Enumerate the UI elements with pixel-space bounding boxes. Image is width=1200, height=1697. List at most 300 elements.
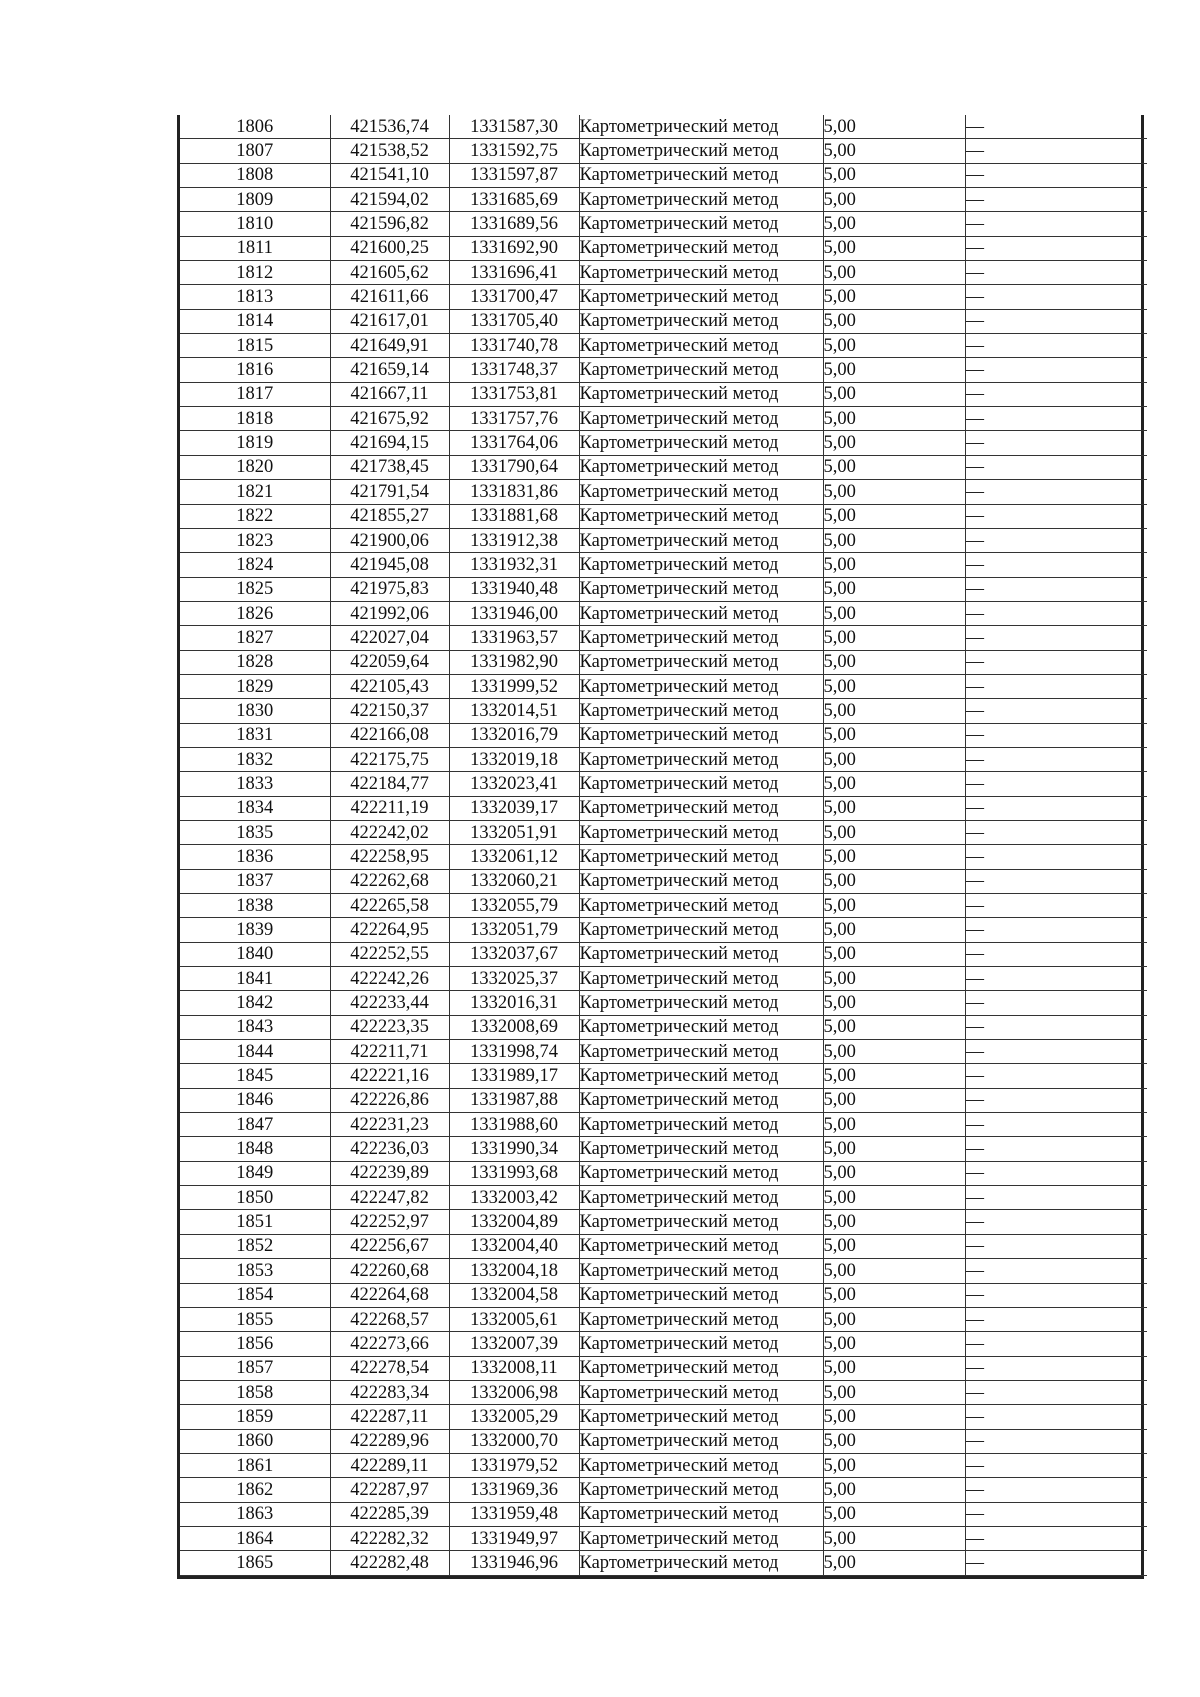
y-coordinate-cell: 1331969,36 <box>449 1478 579 1502</box>
description-cell: — <box>965 1453 1147 1477</box>
method-cell: Картометрический метод <box>579 455 823 479</box>
precision-cell: 5,00 <box>823 188 965 212</box>
description-cell: — <box>965 772 1147 796</box>
method-cell: Картометрический метод <box>579 1113 823 1137</box>
table-row <box>180 991 1147 1015</box>
point-number-cell: 1834 <box>180 796 330 820</box>
y-coordinate-cell: 1331757,76 <box>449 407 579 431</box>
y-coordinate-cell: 1331689,56 <box>449 212 579 236</box>
method-cell: Картометрический метод <box>579 845 823 869</box>
x-coordinate-cell: 422252,55 <box>330 942 449 966</box>
description-cell: — <box>965 1380 1147 1404</box>
method-cell: Картометрический метод <box>579 1186 823 1210</box>
x-coordinate-cell: 422105,43 <box>330 674 449 698</box>
x-coordinate-cell: 422150,37 <box>330 699 449 723</box>
y-coordinate-cell: 1331597,87 <box>449 163 579 187</box>
x-coordinate-cell: 422166,08 <box>330 723 449 747</box>
x-coordinate-cell: 421596,82 <box>330 212 449 236</box>
method-cell: Картометрический метод <box>579 334 823 358</box>
y-coordinate-cell: 1332003,42 <box>449 1186 579 1210</box>
point-number-cell: 1862 <box>180 1478 330 1502</box>
table-row <box>180 261 1147 285</box>
point-number-cell: 1832 <box>180 747 330 771</box>
table-row <box>180 139 1147 163</box>
description-cell: — <box>965 747 1147 771</box>
description-cell: — <box>965 1551 1147 1575</box>
x-coordinate-cell: 422184,77 <box>330 772 449 796</box>
method-cell: Картометрический метод <box>579 626 823 650</box>
precision-cell: 5,00 <box>823 650 965 674</box>
description-cell: — <box>965 504 1147 528</box>
x-coordinate-cell: 422059,64 <box>330 650 449 674</box>
x-coordinate-cell: 421992,06 <box>330 601 449 625</box>
x-coordinate-cell: 422260,68 <box>330 1259 449 1283</box>
point-number-cell: 1810 <box>180 212 330 236</box>
x-coordinate-cell: 422289,11 <box>330 1453 449 1477</box>
description-cell: — <box>965 163 1147 187</box>
x-coordinate-cell: 422273,66 <box>330 1332 449 1356</box>
table-row <box>180 236 1147 260</box>
point-number-cell: 1813 <box>180 285 330 309</box>
table-row <box>180 431 1147 455</box>
point-number-cell: 1850 <box>180 1186 330 1210</box>
description-cell: — <box>965 1332 1147 1356</box>
table-row <box>180 407 1147 431</box>
x-coordinate-cell: 421611,66 <box>330 285 449 309</box>
x-coordinate-cell: 422239,89 <box>330 1161 449 1185</box>
x-coordinate-cell: 421605,62 <box>330 261 449 285</box>
point-number-cell: 1852 <box>180 1234 330 1258</box>
y-coordinate-cell: 1331959,48 <box>449 1502 579 1526</box>
method-cell: Картометрический метод <box>579 1088 823 1112</box>
precision-cell: 5,00 <box>823 382 965 406</box>
x-coordinate-cell: 422231,23 <box>330 1113 449 1137</box>
x-coordinate-cell: 421541,10 <box>330 163 449 187</box>
description-cell: — <box>965 1526 1147 1550</box>
y-coordinate-cell: 1332008,11 <box>449 1356 579 1380</box>
method-cell: Картометрический метод <box>579 699 823 723</box>
point-number-cell: 1863 <box>180 1502 330 1526</box>
table-row <box>180 309 1147 333</box>
precision-cell: 5,00 <box>823 553 965 577</box>
y-coordinate-cell: 1331940,48 <box>449 577 579 601</box>
method-cell: Картометрический метод <box>579 942 823 966</box>
point-number-cell: 1858 <box>180 1380 330 1404</box>
x-coordinate-cell: 421667,11 <box>330 382 449 406</box>
table-row <box>180 1015 1147 1039</box>
x-coordinate-cell: 422211,71 <box>330 1040 449 1064</box>
y-coordinate-cell: 1331740,78 <box>449 334 579 358</box>
table-row <box>180 188 1147 212</box>
point-number-cell: 1851 <box>180 1210 330 1234</box>
table-row <box>180 845 1147 869</box>
y-coordinate-cell: 1331685,69 <box>449 188 579 212</box>
precision-cell: 5,00 <box>823 796 965 820</box>
y-coordinate-cell: 1332006,98 <box>449 1380 579 1404</box>
table-row <box>180 1040 1147 1064</box>
x-coordinate-cell: 422287,11 <box>330 1405 449 1429</box>
description-cell: — <box>965 139 1147 163</box>
y-coordinate-cell: 1332007,39 <box>449 1332 579 1356</box>
point-number-cell: 1833 <box>180 772 330 796</box>
y-coordinate-cell: 1331963,57 <box>449 626 579 650</box>
description-cell: — <box>965 431 1147 455</box>
y-coordinate-cell: 1331932,31 <box>449 553 579 577</box>
method-cell: Картометрический метод <box>579 1453 823 1477</box>
y-coordinate-cell: 1331764,06 <box>449 431 579 455</box>
description-cell: — <box>965 942 1147 966</box>
x-coordinate-cell: 421975,83 <box>330 577 449 601</box>
precision-cell: 5,00 <box>823 1551 965 1575</box>
table-row <box>180 1332 1147 1356</box>
table-row <box>180 163 1147 187</box>
point-number-cell: 1824 <box>180 553 330 577</box>
y-coordinate-cell: 1332004,58 <box>449 1283 579 1307</box>
method-cell: Картометрический метод <box>579 1259 823 1283</box>
y-coordinate-cell: 1332055,79 <box>449 894 579 918</box>
x-coordinate-cell: 422223,35 <box>330 1015 449 1039</box>
precision-cell: 5,00 <box>823 115 965 139</box>
x-coordinate-cell: 422242,02 <box>330 820 449 844</box>
description-cell: — <box>965 1356 1147 1380</box>
point-number-cell: 1817 <box>180 382 330 406</box>
y-coordinate-cell: 1332014,51 <box>449 699 579 723</box>
x-coordinate-cell: 421945,08 <box>330 553 449 577</box>
precision-cell: 5,00 <box>823 991 965 1015</box>
method-cell: Картометрический метод <box>579 1307 823 1331</box>
method-cell: Картометрический метод <box>579 1551 823 1575</box>
y-coordinate-cell: 1332000,70 <box>449 1429 579 1453</box>
description-cell: — <box>965 528 1147 552</box>
x-coordinate-cell: 421738,45 <box>330 455 449 479</box>
precision-cell: 5,00 <box>823 942 965 966</box>
point-number-cell: 1844 <box>180 1040 330 1064</box>
method-cell: Картометрический метод <box>579 1137 823 1161</box>
table-row <box>180 212 1147 236</box>
table-row <box>180 894 1147 918</box>
description-cell: — <box>965 869 1147 893</box>
description-cell: — <box>965 577 1147 601</box>
description-cell: — <box>965 382 1147 406</box>
point-number-cell: 1857 <box>180 1356 330 1380</box>
point-number-cell: 1809 <box>180 188 330 212</box>
description-cell: — <box>965 334 1147 358</box>
x-coordinate-cell: 422242,26 <box>330 967 449 991</box>
table-row <box>180 1137 1147 1161</box>
description-cell: — <box>965 991 1147 1015</box>
method-cell: Картометрический метод <box>579 772 823 796</box>
table-row <box>180 1234 1147 1258</box>
description-cell: — <box>965 723 1147 747</box>
point-number-cell: 1836 <box>180 845 330 869</box>
precision-cell: 5,00 <box>823 1332 965 1356</box>
table-row <box>180 796 1147 820</box>
description-cell: — <box>965 1283 1147 1307</box>
table-row <box>180 1307 1147 1331</box>
method-cell: Картометрический метод <box>579 1283 823 1307</box>
point-number-cell: 1845 <box>180 1064 330 1088</box>
table-row <box>180 1453 1147 1477</box>
y-coordinate-cell: 1332037,67 <box>449 942 579 966</box>
y-coordinate-cell: 1332051,91 <box>449 820 579 844</box>
table-row <box>180 480 1147 504</box>
y-coordinate-cell: 1331946,00 <box>449 601 579 625</box>
method-cell: Картометрический метод <box>579 674 823 698</box>
method-cell: Картометрический метод <box>579 139 823 163</box>
y-coordinate-cell: 1332004,89 <box>449 1210 579 1234</box>
description-cell: — <box>965 358 1147 382</box>
method-cell: Картометрический метод <box>579 1064 823 1088</box>
description-cell: — <box>965 1259 1147 1283</box>
point-number-cell: 1847 <box>180 1113 330 1137</box>
y-coordinate-cell: 1332004,18 <box>449 1259 579 1283</box>
table-row <box>180 504 1147 528</box>
point-number-cell: 1819 <box>180 431 330 455</box>
x-coordinate-cell: 421600,25 <box>330 236 449 260</box>
y-coordinate-cell: 1331987,88 <box>449 1088 579 1112</box>
description-cell: — <box>965 553 1147 577</box>
description-cell: — <box>965 285 1147 309</box>
y-coordinate-cell: 1331748,37 <box>449 358 579 382</box>
precision-cell: 5,00 <box>823 480 965 504</box>
y-coordinate-cell: 1331999,52 <box>449 674 579 698</box>
precision-cell: 5,00 <box>823 577 965 601</box>
method-cell: Картометрический метод <box>579 650 823 674</box>
method-cell: Картометрический метод <box>579 1210 823 1234</box>
table-row <box>180 455 1147 479</box>
precision-cell: 5,00 <box>823 1161 965 1185</box>
precision-cell: 5,00 <box>823 1234 965 1258</box>
point-number-cell: 1814 <box>180 309 330 333</box>
method-cell: Картометрический метод <box>579 1161 823 1185</box>
precision-cell: 5,00 <box>823 674 965 698</box>
precision-cell: 5,00 <box>823 1088 965 1112</box>
description-cell: — <box>965 480 1147 504</box>
y-coordinate-cell: 1331831,86 <box>449 480 579 504</box>
table-row <box>180 285 1147 309</box>
precision-cell: 5,00 <box>823 772 965 796</box>
precision-cell: 5,00 <box>823 139 965 163</box>
method-cell: Картометрический метод <box>579 236 823 260</box>
point-number-cell: 1827 <box>180 626 330 650</box>
description-cell: — <box>965 1502 1147 1526</box>
x-coordinate-cell: 422226,86 <box>330 1088 449 1112</box>
y-coordinate-cell: 1331790,64 <box>449 455 579 479</box>
x-coordinate-cell: 421538,52 <box>330 139 449 163</box>
x-coordinate-cell: 422264,68 <box>330 1283 449 1307</box>
x-coordinate-cell: 422221,16 <box>330 1064 449 1088</box>
precision-cell: 5,00 <box>823 869 965 893</box>
y-coordinate-cell: 1331949,97 <box>449 1526 579 1550</box>
precision-cell: 5,00 <box>823 1429 965 1453</box>
precision-cell: 5,00 <box>823 1113 965 1137</box>
method-cell: Картометрический метод <box>579 407 823 431</box>
y-coordinate-cell: 1331946,96 <box>449 1551 579 1575</box>
x-coordinate-cell: 422265,58 <box>330 894 449 918</box>
point-number-cell: 1865 <box>180 1551 330 1575</box>
x-coordinate-cell: 422264,95 <box>330 918 449 942</box>
point-number-cell: 1854 <box>180 1283 330 1307</box>
point-number-cell: 1846 <box>180 1088 330 1112</box>
method-cell: Картометрический метод <box>579 1526 823 1550</box>
table-row <box>180 1161 1147 1185</box>
description-cell: — <box>965 212 1147 236</box>
point-number-cell: 1829 <box>180 674 330 698</box>
y-coordinate-cell: 1331979,52 <box>449 1453 579 1477</box>
table-row <box>180 918 1147 942</box>
x-coordinate-cell: 422282,48 <box>330 1551 449 1575</box>
table-row <box>180 1259 1147 1283</box>
table-row <box>180 723 1147 747</box>
precision-cell: 5,00 <box>823 1502 965 1526</box>
description-cell: — <box>965 407 1147 431</box>
x-coordinate-cell: 422258,95 <box>330 845 449 869</box>
y-coordinate-cell: 1331696,41 <box>449 261 579 285</box>
method-cell: Картометрический метод <box>579 1478 823 1502</box>
method-cell: Картометрический метод <box>579 1040 823 1064</box>
method-cell: Картометрический метод <box>579 1429 823 1453</box>
method-cell: Картометрический метод <box>579 1405 823 1429</box>
y-coordinate-cell: 1331587,30 <box>449 115 579 139</box>
y-coordinate-cell: 1332039,17 <box>449 796 579 820</box>
point-number-cell: 1825 <box>180 577 330 601</box>
x-coordinate-cell: 422252,97 <box>330 1210 449 1234</box>
point-number-cell: 1807 <box>180 139 330 163</box>
point-number-cell: 1855 <box>180 1307 330 1331</box>
table-row <box>180 1283 1147 1307</box>
table-row <box>180 115 1147 139</box>
description-cell: — <box>965 1307 1147 1331</box>
precision-cell: 5,00 <box>823 1307 965 1331</box>
y-coordinate-cell: 1331692,90 <box>449 236 579 260</box>
table-row <box>180 650 1147 674</box>
table-row <box>180 699 1147 723</box>
point-number-cell: 1812 <box>180 261 330 285</box>
x-coordinate-cell: 422211,19 <box>330 796 449 820</box>
method-cell: Картометрический метод <box>579 163 823 187</box>
precision-cell: 5,00 <box>823 407 965 431</box>
description-cell: — <box>965 1478 1147 1502</box>
table-row <box>180 674 1147 698</box>
method-cell: Картометрический метод <box>579 431 823 455</box>
y-coordinate-cell: 1331998,74 <box>449 1040 579 1064</box>
method-cell: Картометрический метод <box>579 528 823 552</box>
table-row <box>180 1551 1147 1575</box>
x-coordinate-cell: 421900,06 <box>330 528 449 552</box>
point-number-cell: 1830 <box>180 699 330 723</box>
method-cell: Картометрический метод <box>579 601 823 625</box>
table-row <box>180 1526 1147 1550</box>
point-number-cell: 1808 <box>180 163 330 187</box>
table-row <box>180 1478 1147 1502</box>
y-coordinate-cell: 1332005,29 <box>449 1405 579 1429</box>
precision-cell: 5,00 <box>823 967 965 991</box>
method-cell: Картометрический метод <box>579 1380 823 1404</box>
description-cell: — <box>965 1015 1147 1039</box>
method-cell: Картометрический метод <box>579 553 823 577</box>
table-row <box>180 772 1147 796</box>
point-number-cell: 1864 <box>180 1526 330 1550</box>
description-cell: — <box>965 1088 1147 1112</box>
method-cell: Картометрический метод <box>579 796 823 820</box>
description-cell: — <box>965 261 1147 285</box>
x-coordinate-cell: 421791,54 <box>330 480 449 504</box>
description-cell: — <box>965 455 1147 479</box>
description-cell: — <box>965 918 1147 942</box>
point-number-cell: 1842 <box>180 991 330 1015</box>
x-coordinate-cell: 422027,04 <box>330 626 449 650</box>
y-coordinate-cell: 1332016,79 <box>449 723 579 747</box>
table-row <box>180 528 1147 552</box>
description-cell: — <box>965 309 1147 333</box>
x-coordinate-cell: 421617,01 <box>330 309 449 333</box>
coordinates-table <box>180 115 1147 1576</box>
precision-cell: 5,00 <box>823 455 965 479</box>
description-cell: — <box>965 1210 1147 1234</box>
method-cell: Картометрический метод <box>579 1356 823 1380</box>
precision-cell: 5,00 <box>823 1380 965 1404</box>
point-number-cell: 1815 <box>180 334 330 358</box>
description-cell: — <box>965 845 1147 869</box>
y-coordinate-cell: 1331912,38 <box>449 528 579 552</box>
precision-cell: 5,00 <box>823 723 965 747</box>
y-coordinate-cell: 1332005,61 <box>449 1307 579 1331</box>
x-coordinate-cell: 422289,96 <box>330 1429 449 1453</box>
x-coordinate-cell: 422236,03 <box>330 1137 449 1161</box>
method-cell: Картометрический метод <box>579 309 823 333</box>
x-coordinate-cell: 422233,44 <box>330 991 449 1015</box>
method-cell: Картометрический метод <box>579 1234 823 1258</box>
precision-cell: 5,00 <box>823 212 965 236</box>
y-coordinate-cell: 1331982,90 <box>449 650 579 674</box>
precision-cell: 5,00 <box>823 1186 965 1210</box>
y-coordinate-cell: 1332060,21 <box>449 869 579 893</box>
method-cell: Картометрический метод <box>579 285 823 309</box>
table-row <box>180 1356 1147 1380</box>
precision-cell: 5,00 <box>823 1356 965 1380</box>
precision-cell: 5,00 <box>823 334 965 358</box>
table-row <box>180 382 1147 406</box>
point-number-cell: 1823 <box>180 528 330 552</box>
table-row <box>180 1405 1147 1429</box>
point-number-cell: 1860 <box>180 1429 330 1453</box>
y-coordinate-cell: 1331990,34 <box>449 1137 579 1161</box>
description-cell: — <box>965 601 1147 625</box>
x-coordinate-cell: 421675,92 <box>330 407 449 431</box>
precision-cell: 5,00 <box>823 845 965 869</box>
y-coordinate-cell: 1332019,18 <box>449 747 579 771</box>
precision-cell: 5,00 <box>823 1137 965 1161</box>
method-cell: Картометрический метод <box>579 967 823 991</box>
x-coordinate-cell: 421694,15 <box>330 431 449 455</box>
precision-cell: 5,00 <box>823 431 965 455</box>
x-coordinate-cell: 422247,82 <box>330 1186 449 1210</box>
x-coordinate-cell: 422283,34 <box>330 1380 449 1404</box>
x-coordinate-cell: 422287,97 <box>330 1478 449 1502</box>
y-coordinate-cell: 1331753,81 <box>449 382 579 406</box>
x-coordinate-cell: 422262,68 <box>330 869 449 893</box>
method-cell: Картометрический метод <box>579 504 823 528</box>
method-cell: Картометрический метод <box>579 1332 823 1356</box>
precision-cell: 5,00 <box>823 747 965 771</box>
precision-cell: 5,00 <box>823 1259 965 1283</box>
precision-cell: 5,00 <box>823 1283 965 1307</box>
description-cell: — <box>965 894 1147 918</box>
table-row <box>180 1088 1147 1112</box>
precision-cell: 5,00 <box>823 601 965 625</box>
point-number-cell: 1837 <box>180 869 330 893</box>
table-row <box>180 1380 1147 1404</box>
